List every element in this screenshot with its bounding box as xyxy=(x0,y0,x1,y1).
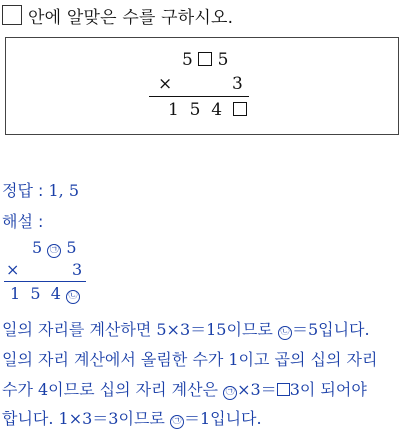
problem-rule xyxy=(149,96,249,97)
blank-square xyxy=(277,383,290,396)
explanation-text: 3이 되어야 xyxy=(289,380,367,399)
question-text: 안에 알맞은 수를 구하시오. xyxy=(28,7,234,28)
problem-digit: 5 xyxy=(182,50,193,70)
problem-digit: 5 xyxy=(217,50,229,70)
answer-label: 정답 : xyxy=(2,181,44,200)
explanation-line-1 xyxy=(2,317,370,340)
multiply-sign: × xyxy=(158,74,173,94)
explanation-text: 합니다. 1×3＝3이므로 xyxy=(2,409,165,428)
explanation-text: ＝1입니다. xyxy=(183,409,262,428)
blank-square xyxy=(198,52,212,66)
problem-result-digits: 1 5 4 xyxy=(168,100,223,120)
problem-row-3 xyxy=(168,100,247,120)
work-digit: 5 xyxy=(32,238,43,257)
problem-frame xyxy=(5,37,399,135)
answer-row xyxy=(2,178,79,201)
explanation-text: ＝5입니다. xyxy=(291,320,370,339)
question-row xyxy=(0,0,233,30)
work-row-3 xyxy=(10,284,80,304)
circle-giyeok-mark: ㉠ xyxy=(170,415,184,429)
work-row-2-op: × xyxy=(6,260,20,279)
work-row-1 xyxy=(32,238,77,258)
blank-box-symbol xyxy=(2,5,22,25)
circle-giyeok-mark: ㉠ xyxy=(223,386,237,400)
work-digit: 5 xyxy=(66,238,77,257)
blank-square xyxy=(233,102,247,116)
explanation-line-3 xyxy=(2,377,367,400)
work-rule xyxy=(4,281,86,282)
circle-nieun-mark: ㉡ xyxy=(66,290,80,304)
explanation-text: ×3＝ xyxy=(237,380,277,399)
work-result-digits: 1 5 4 xyxy=(10,284,61,303)
problem-row-2 xyxy=(158,74,172,94)
explanation-label: 해설 : xyxy=(2,212,44,231)
problem-row-1 xyxy=(182,50,228,70)
answer-value: 1, 5 xyxy=(48,181,80,200)
problem-row-2-num: 3 xyxy=(232,74,243,94)
explanation-line-2: 일의 자리 계산에서 올림한 수가 1이고 곱의 십의 자리 xyxy=(2,350,378,369)
explanation-text: 수가 4이므로 십의 자리 계산은 xyxy=(2,380,218,399)
explanation-text: 일의 자리를 계산하면 5×3＝15이므로 xyxy=(2,320,273,339)
circle-giyeok-mark: ㉠ xyxy=(47,244,61,258)
explanation-line-4 xyxy=(2,406,262,429)
work-row-2-num: 3 xyxy=(72,260,83,279)
circle-nieun-mark: ㉡ xyxy=(278,326,292,340)
